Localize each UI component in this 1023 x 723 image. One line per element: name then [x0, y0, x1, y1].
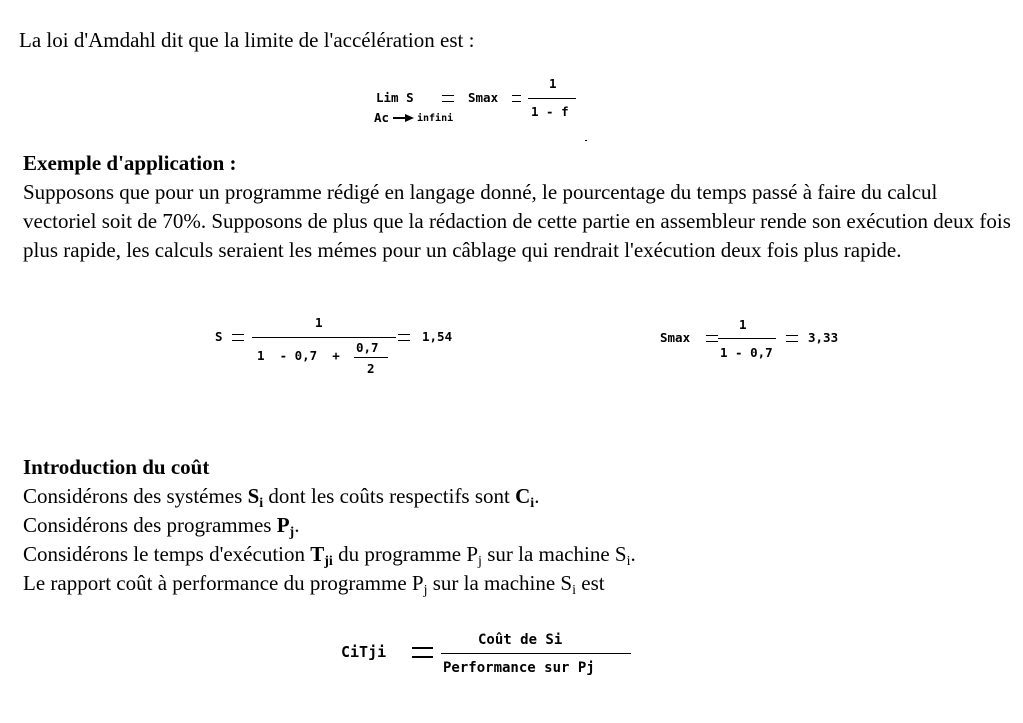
limit-label: Lim S: [376, 90, 414, 105]
fraction-numerator: 1: [549, 76, 557, 91]
citji-label: CiTji: [341, 643, 387, 661]
cost-line-systems: Considérons des systémes $S_i$ dont les coûts respectifs sont $C_i$.: [23, 484, 540, 511]
smax-label: Smax: [468, 90, 499, 105]
limit-arrowhead-icon: [405, 114, 414, 122]
equals-sign-icon: [398, 334, 410, 341]
equals-sign-icon: [706, 335, 718, 342]
equals-sign-icon: [512, 95, 521, 102]
equals-sign-icon: [786, 335, 798, 342]
intro-text: La loi d'Amdahl dit que la limite de l'accélération est :: [19, 28, 475, 52]
result-value: 3,33: [808, 330, 839, 345]
equals-sign-icon: [412, 647, 433, 658]
limit-sub-right: infini: [417, 113, 454, 124]
cost-line-time: Considérons le temps d'exécution $T_{ji}$ du programme $P_j$ sur la machine $S_i$.: [23, 542, 636, 569]
example-heading: Exemple d'application :: [23, 151, 237, 175]
inner-fraction-bar: [354, 357, 388, 358]
cost-heading: Introduction du coût: [23, 455, 210, 479]
fraction-denominator: Performance sur Pj: [443, 660, 595, 676]
fraction-numerator: 1: [739, 317, 747, 332]
fraction-numerator: Coût de Si: [478, 632, 563, 648]
fraction-bar: [441, 653, 631, 654]
cost-line-ratio: Le rapport coût à performance du programme $P_j$ sur la machine $S_i$ est: [23, 571, 605, 598]
fraction-numerator: 1: [315, 315, 323, 330]
fraction-denominator: 1 - 0,7: [720, 345, 773, 360]
fraction-bar: [718, 338, 776, 339]
equals-sign-icon: [442, 95, 454, 102]
limit-sub-left: Ac: [374, 110, 390, 125]
inner-numerator: 0,7: [356, 340, 379, 355]
fraction-bar: [252, 337, 396, 338]
equals-sign-icon: [232, 334, 244, 341]
cost-line-programs: Considérons des programmes $P_j$.: [23, 513, 300, 540]
smax-label: Smax: [660, 330, 691, 345]
result-value: 1,54: [422, 329, 453, 344]
example-paragraph: Supposons que pour un programme rédigé en langage donné, le pourcentage du temps passé à faire du calcul vectoriel soit de 70%. Supposons de plus que la rédaction de cette partie en assembleur rende son exécution deux fois plus rapide, les calculs seraient les mémes pour un câblage qui rendrait l'exécution deux fois plus rapide.: [23, 180, 1011, 262]
fraction-bar: [528, 98, 576, 99]
fraction-denominator: 1 - f: [531, 104, 569, 119]
fraction-denominator: 1 - 0,7 +: [257, 348, 340, 363]
inner-denominator: 2: [367, 361, 375, 376]
s-label: S: [215, 329, 223, 344]
stray-mark: [585, 140, 587, 141]
